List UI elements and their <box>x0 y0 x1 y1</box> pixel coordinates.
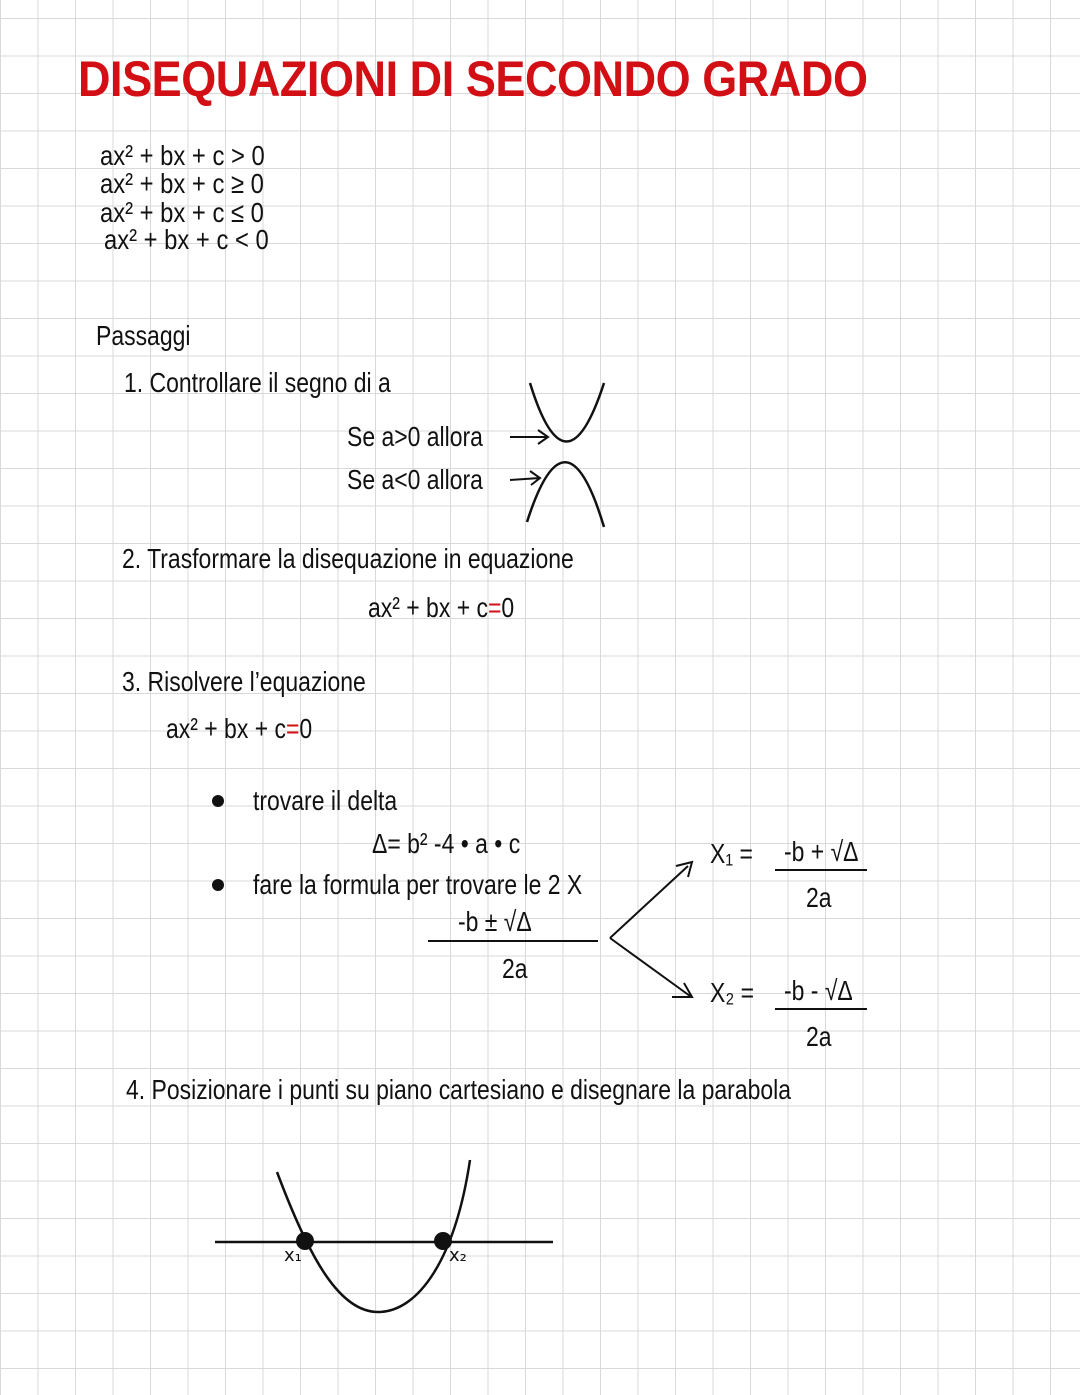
inequality-ge: ax² + bx + c ≥ 0 <box>100 168 264 199</box>
step2-equation <box>368 592 514 624</box>
arrow-icon <box>510 471 540 485</box>
equation-right: 0 <box>299 713 313 744</box>
equation-left: ax² + bx + c <box>368 592 488 623</box>
bullet-formula-text: fare la formula per trovare le 2 X <box>253 869 583 900</box>
fraction-bar <box>428 940 598 942</box>
x1-numerator: -b + √Δ <box>784 836 859 867</box>
x1-label: X₁ = <box>710 838 753 869</box>
arrow-icon <box>510 430 548 444</box>
bullet <box>212 795 224 807</box>
bullet-delta-text: trovare il delta <box>253 785 398 816</box>
x2-label: X₂ = <box>710 977 755 1008</box>
x1-denominator: 2a <box>806 882 832 913</box>
step2-label: 2. Trasformare la disequazione in equazione <box>122 543 574 574</box>
step4-label: 4. Posizionare i punti su piano cartesiano e disegnare la parabola <box>126 1074 792 1105</box>
fraction-bar <box>775 869 867 871</box>
branch-arrow-up-icon <box>610 862 692 938</box>
inequality-le: ax² + bx + c ≤ 0 <box>100 197 264 228</box>
step3-equation <box>166 713 312 745</box>
step3-label: 3. Risolvere l’equazione <box>122 666 366 697</box>
step1-positive: Se a>0 allora <box>347 421 483 452</box>
point-x2-label: x₂ <box>449 1245 467 1266</box>
x2-numerator: -b - √Δ <box>784 975 853 1006</box>
step1-label: 1. Controllare il segno di a <box>124 367 391 398</box>
delta-formula: Δ= b² -4 • a • c <box>372 828 521 859</box>
point-x1-label: x₁ <box>284 1245 302 1266</box>
equals-sign: = <box>285 713 300 744</box>
bullet <box>212 879 224 891</box>
equals-sign: = <box>487 592 502 623</box>
equation-right: 0 <box>501 592 515 623</box>
formula-numerator: -b ± √Δ <box>458 906 532 937</box>
downward-parabola-icon <box>527 462 604 527</box>
branch-arrow-down-icon <box>610 938 692 997</box>
page-title: DISEQUAZIONI DI SECONDO GRADO <box>78 51 868 107</box>
inequality-gt: ax² + bx + c > 0 <box>100 140 265 171</box>
x2-denominator: 2a <box>806 1021 832 1052</box>
steps-heading: Passaggi <box>96 320 191 351</box>
step1-negative: Se a<0 allora <box>347 464 483 495</box>
formula-denominator: 2a <box>502 953 528 984</box>
inequality-lt: ax² + bx + c < 0 <box>104 224 269 255</box>
fraction-bar <box>775 1008 867 1010</box>
equation-left: ax² + bx + c <box>166 713 286 744</box>
